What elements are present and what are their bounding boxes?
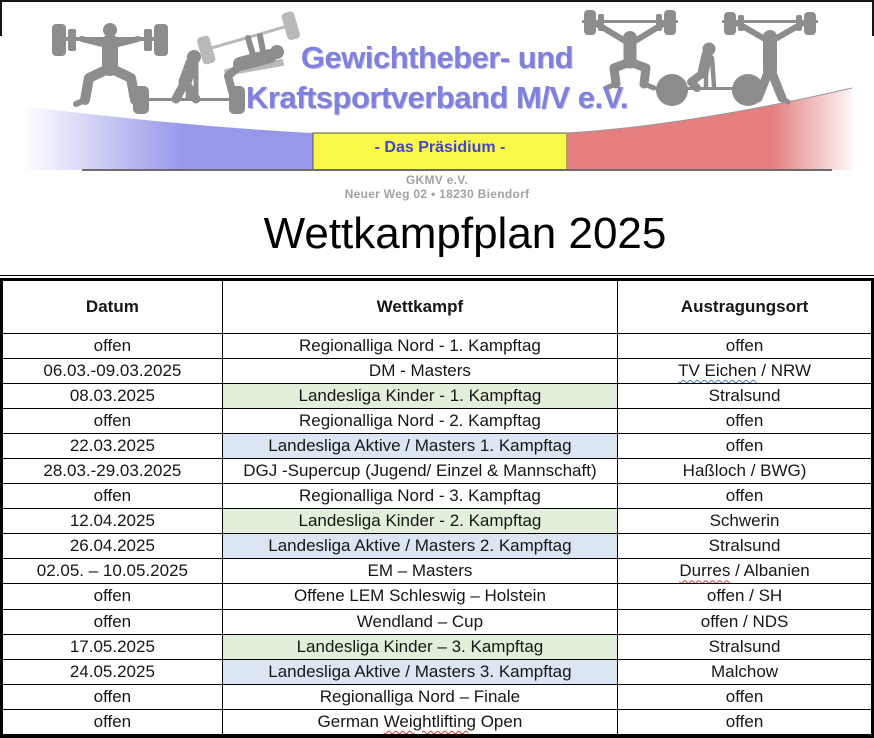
cell-austragungsort: TV Eichen / NRW: [618, 359, 873, 384]
org-short-name: GKMV e.V.: [405, 173, 469, 187]
cell-datum: offen: [2, 684, 223, 709]
cell-datum: offen: [2, 709, 223, 736]
cell-austragungsort: offen / SH: [618, 584, 873, 609]
table-row: [2, 584, 873, 609]
cell-wettkampf: Regionalliga Nord – Finale: [222, 684, 617, 709]
table-row: [2, 359, 873, 384]
cell-datum: offen: [2, 609, 223, 634]
cell-wettkampf: Regionalliga Nord - 1. Kampftag: [222, 334, 617, 359]
band-underline: [82, 169, 832, 171]
cell-austragungsort: offen: [618, 709, 873, 736]
cell-wettkampf: Landesliga Aktive / Masters 2. Kampftag: [222, 534, 617, 559]
cell-datum: 12.04.2025: [2, 509, 223, 534]
cell-datum: offen: [2, 484, 223, 509]
table-row: [2, 459, 873, 484]
cell-datum: 08.03.2025: [2, 384, 223, 409]
cell-wettkampf: Offene LEM Schleswig – Holstein: [222, 584, 617, 609]
cell-datum: 17.05.2025: [2, 634, 223, 659]
cell-wettkampf: DM - Masters: [222, 359, 617, 384]
cell-datum: 02.05. – 10.05.2025: [2, 559, 223, 584]
org-title-line2: Kraftsportverband M/V e.V.: [245, 80, 629, 115]
cell-wettkampf: Landesliga Kinder - 2. Kampftag: [222, 509, 617, 534]
schedule-table-wrap: [0, 275, 874, 738]
cell-austragungsort: Stralsund: [618, 534, 873, 559]
table-row: [2, 484, 873, 509]
cell-datum: 26.04.2025: [2, 534, 223, 559]
cell-wettkampf: German Weightlifting Open: [222, 709, 617, 736]
table-row: [2, 384, 873, 409]
cell-wettkampf: Landesliga Kinder - 1. Kampftag: [222, 384, 617, 409]
table-row: [2, 709, 873, 736]
table-row: [2, 534, 873, 559]
column-header-datum: Datum: [2, 280, 223, 334]
cell-wettkampf: Landesliga Aktive / Masters 3. Kampftag: [222, 659, 617, 684]
cell-datum: offen: [2, 584, 223, 609]
org-address: Neuer Weg 02 • 18230 Biendorf: [344, 187, 530, 201]
cell-datum: 06.03.-09.03.2025: [2, 359, 223, 384]
cell-austragungsort: offen: [618, 484, 873, 509]
cell-austragungsort: offen: [618, 409, 873, 434]
cell-wettkampf: Regionalliga Nord - 3. Kampftag: [222, 484, 617, 509]
cell-austragungsort: Schwerin: [618, 509, 873, 534]
cell-wettkampf: Regionalliga Nord - 2. Kampftag: [222, 409, 617, 434]
cell-wettkampf: DGJ -Supercup (Jugend/ Einzel & Mannschaft): [222, 459, 617, 484]
table-row: [2, 659, 873, 684]
page-title: Wettkampfplan 2025: [263, 209, 667, 258]
cell-austragungsort: Durres / Albanien: [618, 559, 873, 584]
cell-austragungsort: offen: [618, 684, 873, 709]
table-row: [2, 334, 873, 359]
cell-datum: 28.03.-29.03.2025: [2, 459, 223, 484]
table-row: [2, 609, 873, 634]
spellcheck-underline-red: Durres: [679, 561, 731, 581]
schedule-table: [0, 278, 874, 738]
cell-datum: 22.03.2025: [2, 434, 223, 459]
column-header-austragungsort: Austragungsort: [618, 280, 873, 334]
cell-wettkampf: EM – Masters: [222, 559, 617, 584]
cell-austragungsort: Malchow: [618, 659, 873, 684]
cell-austragungsort: Stralsund: [618, 634, 873, 659]
cell-datum: offen: [2, 334, 223, 359]
cell-austragungsort: offen: [618, 434, 873, 459]
cell-datum: 24.05.2025: [2, 659, 223, 684]
column-header-wettkampf: Wettkampf: [222, 280, 617, 334]
cell-austragungsort: Haßloch / BWG): [618, 459, 873, 484]
cell-austragungsort: offen: [618, 334, 873, 359]
cell-datum: offen: [2, 409, 223, 434]
table-row: [2, 509, 873, 534]
presidium-ribbon-label: - Das Präsidium -: [374, 139, 506, 156]
cell-austragungsort: offen / NDS: [618, 609, 873, 634]
cell-wettkampf: Landesliga Aktive / Masters 1. Kampftag: [222, 434, 617, 459]
table-header-row: [2, 280, 873, 334]
cell-austragungsort: Stralsund: [618, 384, 873, 409]
table-row: [2, 434, 873, 459]
table-row: [2, 409, 873, 434]
table-row: [2, 559, 873, 584]
org-title-line1: Gewichtheber- und: [300, 40, 574, 75]
cell-wettkampf: Wendland – Cup: [222, 609, 617, 634]
spellcheck-underline-red: Weightlifting: [383, 711, 476, 731]
table-row: [2, 634, 873, 659]
table-row: [2, 684, 873, 709]
spellcheck-underline-blue: TV Eichen: [678, 361, 757, 381]
cell-wettkampf: Landesliga Kinder – 3. Kampftag: [222, 634, 617, 659]
